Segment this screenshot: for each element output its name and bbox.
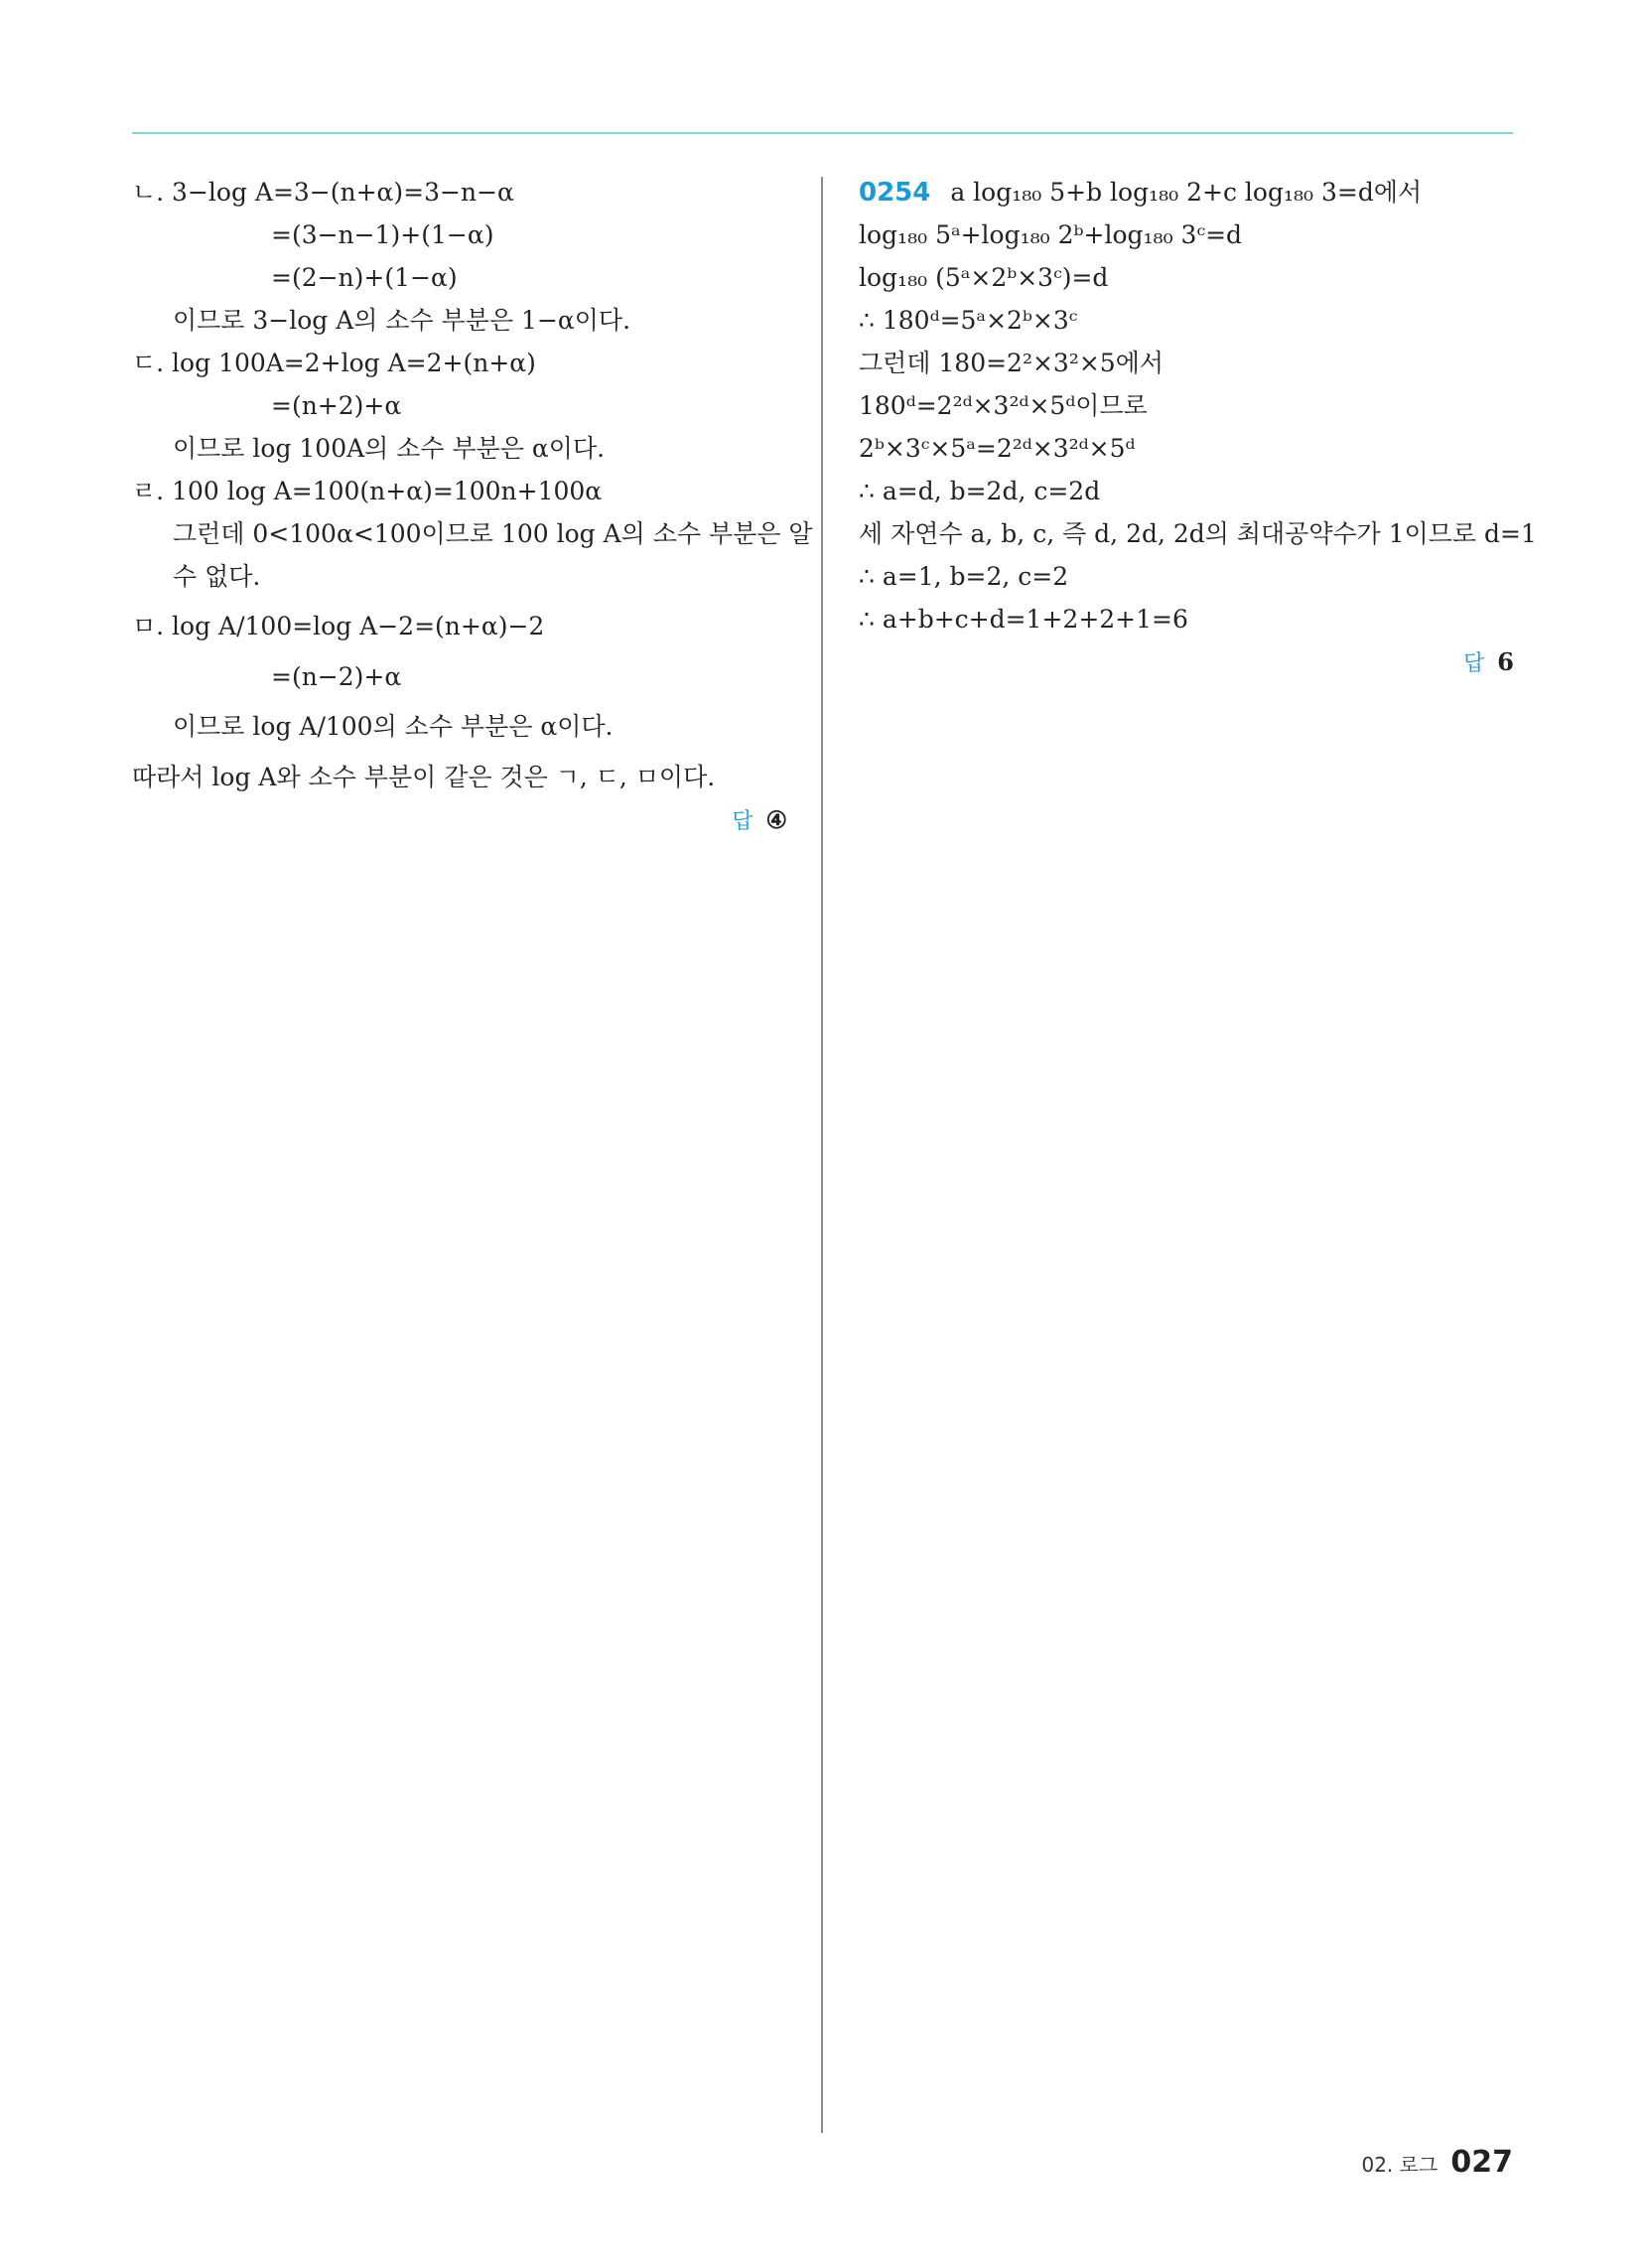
solution-line-d: ㄷ. log 100A=2+log A=2+(n+α) <box>132 349 536 377</box>
page-footer <box>1361 2145 1513 2180</box>
solution-line: 이므로 3−log A의 소수 부분은 1−α이다. <box>173 306 631 335</box>
answer-row <box>132 798 787 841</box>
problem-number: 0254 <box>859 178 931 208</box>
solution-line: ∴ a=1, b=2, c=2 <box>859 562 1069 591</box>
solution-line: 2ᵇ×3ᶜ×5ᵃ=2²ᵈ×3²ᵈ×5ᵈ <box>859 434 1136 463</box>
solution-line-r: ㄹ. 100 log A=100(n+α)=100n+100α <box>132 477 603 505</box>
answer-label: 답 <box>1463 651 1485 676</box>
right-column <box>859 171 1537 683</box>
header-rule <box>132 132 1513 134</box>
solution-line: =(2−n)+(1−α) <box>271 263 458 292</box>
solution-line: a log₁₈₀ 5+b log₁₈₀ 2+c log₁₈₀ 3=d에서 <box>950 178 1423 207</box>
solution-line: 수 없다. <box>173 562 261 591</box>
solution-line: log₁₈₀ (5ᵃ×2ᵇ×3ᶜ)=d <box>859 263 1109 292</box>
solution-line: 이므로 log 100A의 소수 부분은 α이다. <box>173 434 606 463</box>
answer-row <box>859 640 1514 683</box>
answer-value: 6 <box>1497 647 1514 676</box>
answer-label: 답 <box>732 809 753 834</box>
page-number: 027 <box>1450 2145 1513 2180</box>
left-column <box>132 171 813 841</box>
column-divider <box>821 177 823 2133</box>
solution-line: ∴ a+b+c+d=1+2+2+1=6 <box>859 605 1188 634</box>
solution-line: =(n+2)+α <box>271 391 402 420</box>
solution-line: 세 자연수 a, b, c, 즉 d, 2d, 2d의 최대공약수가 1이므로 d=1 <box>859 519 1537 548</box>
solution-line: log₁₈₀ 5ᵃ+log₁₈₀ 2ᵇ+log₁₈₀ 3ᶜ=d <box>859 220 1243 249</box>
solution-line: 그런데 0<100α<100이므로 100 log A의 소수 부분은 알 <box>173 519 813 548</box>
answer-value: ④ <box>765 805 787 834</box>
solution-line-m: ㅁ. log A/100=log A−2=(n+α)−2 <box>132 612 545 640</box>
solution-line: 그런데 180=2²×3²×5에서 <box>859 349 1164 377</box>
chapter-label: 02. 로그 <box>1361 2153 1438 2177</box>
solution-line: ∴ 180ᵈ=5ᵃ×2ᵇ×3ᶜ <box>859 306 1078 335</box>
solution-line: ∴ a=d, b=2d, c=2d <box>859 477 1101 505</box>
conclusion-line: 따라서 log A와 소수 부분이 같은 것은 ㄱ, ㄷ, ㅁ이다. <box>132 763 716 791</box>
solution-line: =(3−n−1)+(1−α) <box>271 220 494 249</box>
problem-header <box>859 171 1514 213</box>
solution-line: =(n−2)+α <box>271 662 402 691</box>
solution-line: 이므로 log A/100의 소수 부분은 α이다. <box>173 712 614 741</box>
solution-line: 180ᵈ=2²ᵈ×3²ᵈ×5ᵈ이므로 <box>859 391 1148 420</box>
solution-line-n: ㄴ. 3−log A=3−(n+α)=3−n−α <box>132 178 514 207</box>
